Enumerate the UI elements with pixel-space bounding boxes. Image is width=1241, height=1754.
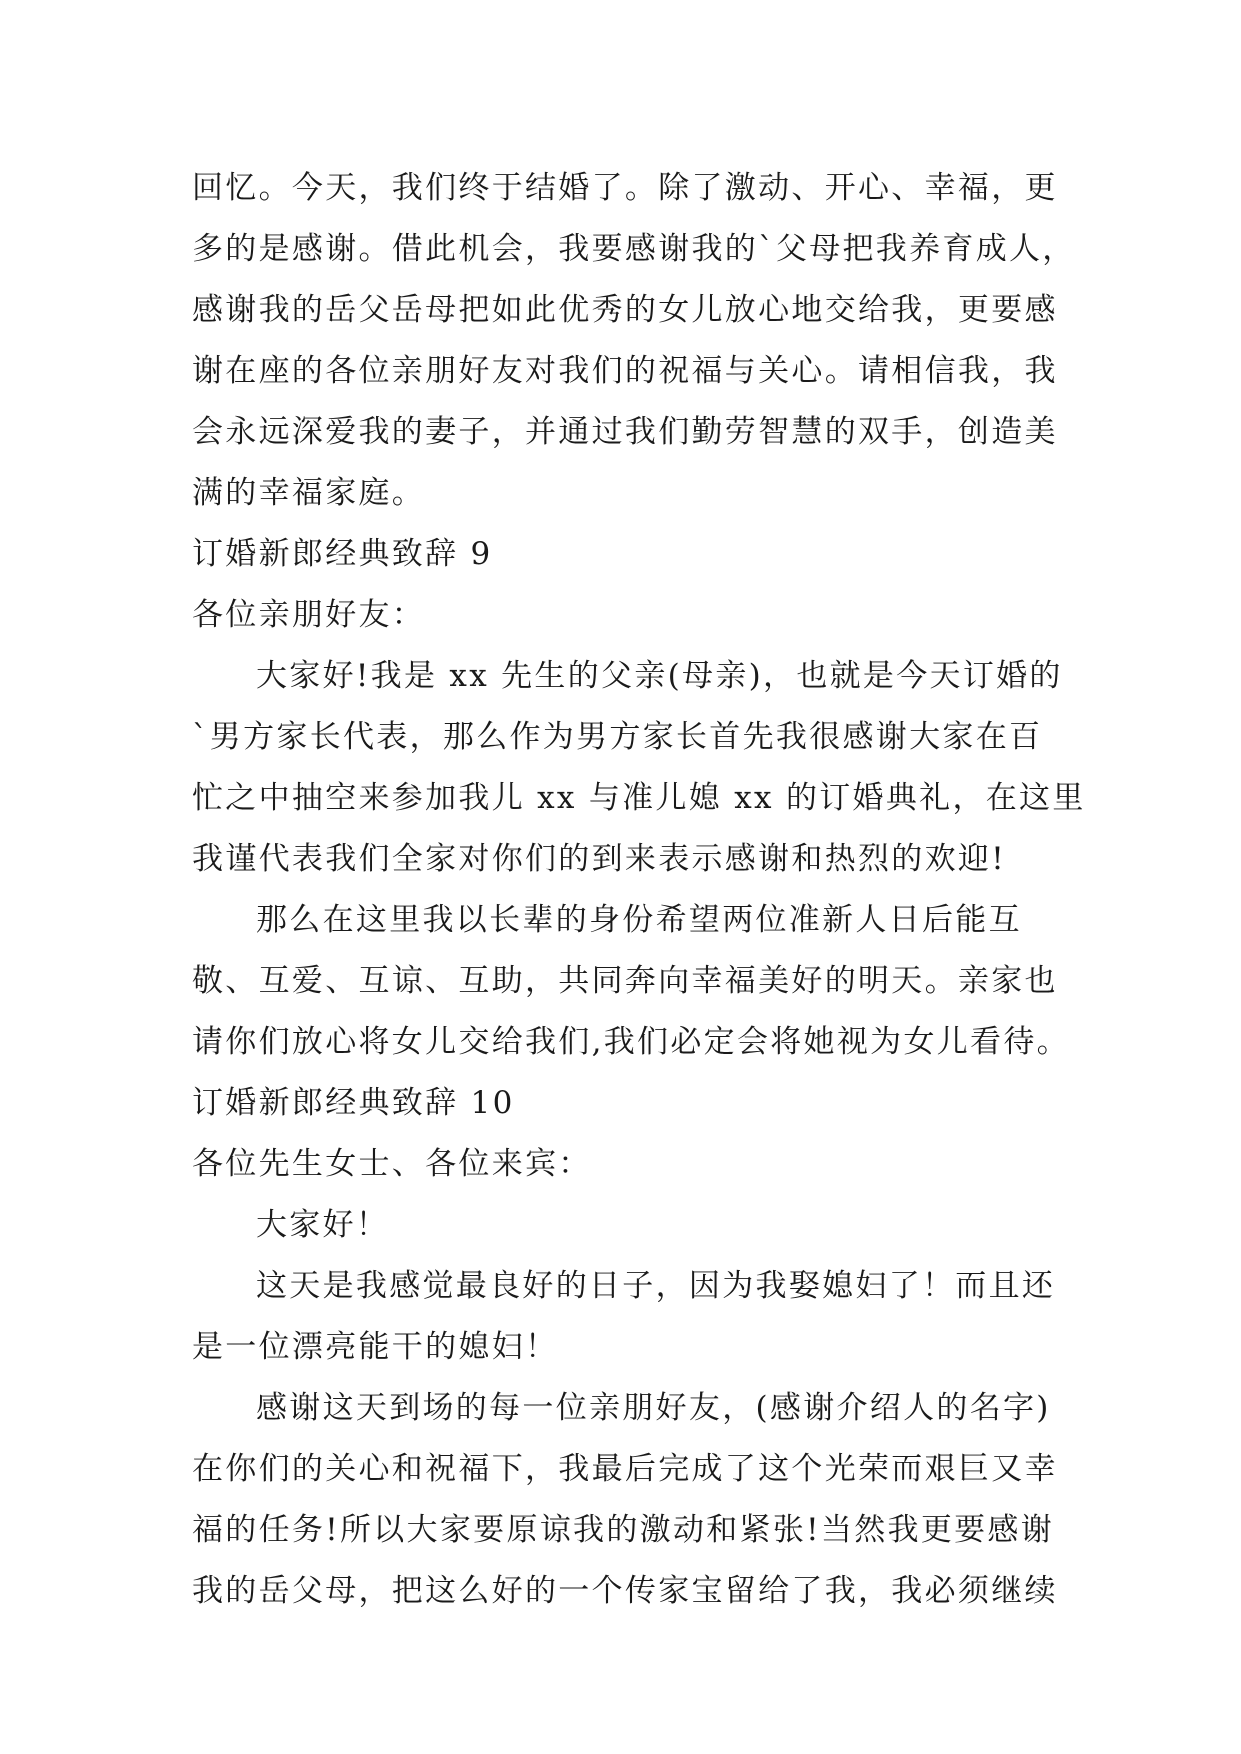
- paragraph-line: 敬、互爱、互谅、互助，共同奔向幸福美好的明天。亲家也: [192, 963, 1058, 999]
- paragraph-line: 那么在这里我以长辈的身份希望两位准新人日后能互: [256, 902, 1022, 938]
- document-body: [192, 158, 1086, 1622]
- paragraph-line: 多的是感谢。借此机会，我要感谢我的`父母把我养育成人，: [192, 231, 1076, 267]
- paragraph-line: 在你们的关心和祝福下，我最后完成了这个光荣而艰巨又幸: [192, 1451, 1058, 1487]
- paragraph-line: 大家好!我是 xx 先生的父亲(母亲)，也就是今天订婚的: [256, 658, 1063, 694]
- paragraph-line: 忙之中抽空来参加我儿 xx 与准儿媳 xx 的订婚典礼，在这里: [192, 780, 1086, 816]
- paragraph-line: 我的岳父母，把这么好的一个传家宝留给了我，我必须继续: [192, 1573, 1058, 1609]
- paragraph-line: 这天是我感觉最良好的日子，因为我娶媳妇了！而且还: [256, 1268, 1056, 1304]
- paragraph-line: 请你们放心将女儿交给我们,我们必定会将她视为女儿看待。: [192, 1024, 1070, 1060]
- paragraph-line: 福的任务!所以大家要原谅我的激动和紧张!当然我更要感谢: [192, 1512, 1055, 1548]
- paragraph-line: 我谨代表我们全家对你们的到来表示感谢和热烈的欢迎!: [192, 841, 1006, 877]
- paragraph-line: 会永远深爱我的妻子，并通过我们勤劳智慧的双手，创造美: [192, 414, 1058, 450]
- paragraph-line: 谢在座的各位亲朋好友对我们的祝福与关心。请相信我，我: [192, 353, 1058, 389]
- paragraph-line: `男方家长代表，那么作为男方家长首先我很感谢大家在百: [192, 719, 1043, 755]
- paragraph-line: 感谢这天到场的每一位亲朋好友，(感谢介绍人的名字): [256, 1390, 1051, 1426]
- section-heading: 订婚新郎经典致辞 10: [192, 1085, 515, 1121]
- paragraph-line: 感谢我的岳父岳母把如此优秀的女儿放心地交给我，更要感: [192, 292, 1058, 328]
- section-heading: 订婚新郎经典致辞 9: [192, 536, 493, 572]
- greeting-line: 大家好！: [256, 1207, 390, 1243]
- paragraph-line: 回忆。今天，我们终于结婚了。除了激动、开心、幸福，更: [192, 170, 1058, 206]
- paragraph-line: 满的幸福家庭。: [192, 475, 426, 511]
- paragraph-line: 是一位漂亮能干的媳妇！: [192, 1329, 559, 1365]
- salutation: 各位亲朋好友：: [192, 597, 426, 633]
- salutation: 各位先生女士、各位来宾：: [192, 1146, 592, 1182]
